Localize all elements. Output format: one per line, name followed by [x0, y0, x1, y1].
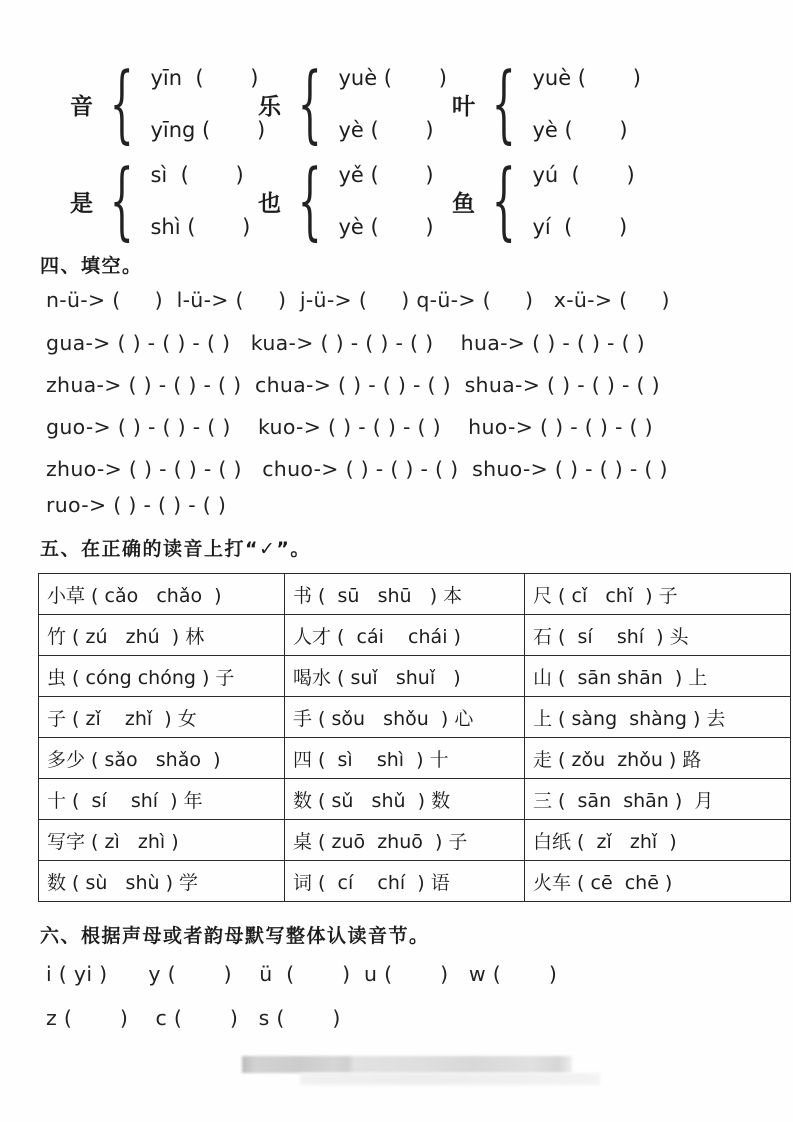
table-cell: 三 ( sān shān ) 月 — [525, 779, 791, 820]
brace-icon: { — [297, 54, 322, 153]
brace-icon: { — [491, 151, 516, 250]
table-cell: 虫 ( cóng chóng ) 子 — [39, 656, 285, 697]
blurred-watermark — [242, 1056, 572, 1073]
pronunciation-group-yin — [70, 54, 266, 153]
table-cell: 小草 ( cǎo chǎo ) — [39, 574, 285, 615]
section5-title: 五、在正确的读音上打“✓”。 — [40, 538, 311, 560]
fill-line-6: ruo-> ( ) - ( ) - ( ) — [46, 493, 227, 517]
brace-icon: { — [109, 151, 134, 250]
table-row — [39, 656, 791, 697]
fill-line-3: zhua-> ( ) - ( ) - ( ) chua-> ( ) - ( ) - ( ) shua-> ( ) - ( ) - ( ) — [46, 373, 660, 397]
pinyin-option-bottom: yè ( ) — [338, 118, 434, 142]
pinyin-option-top: yuè ( ) — [532, 66, 641, 90]
brace-icon: { — [109, 54, 134, 153]
fill-line-2: gua-> ( ) - ( ) - ( ) kua-> ( ) - ( ) - ( ) hua-> ( ) - ( ) - ( ) — [46, 331, 645, 355]
pinyin-option-top: yě ( ) — [338, 163, 434, 187]
pinyin-options — [150, 65, 265, 143]
syllable-line-1: i ( yi ) y ( ) ü ( ) u ( ) w ( ) — [46, 962, 558, 986]
table-cell: 尺 ( cǐ chǐ ) 子 — [525, 574, 791, 615]
table-row — [39, 820, 791, 861]
table-cell: 写字 ( zì zhì ) — [39, 820, 285, 861]
hanzi-character: 音 — [70, 93, 93, 120]
table-cell: 多少 ( sǎo shǎo ) — [39, 738, 285, 779]
table-cell: 竹 ( zú zhú ) 林 — [39, 615, 285, 656]
table-row — [39, 697, 791, 738]
table-cell: 火车 ( cē chē ) — [525, 861, 791, 902]
table-row — [39, 738, 791, 779]
pinyin-option-top: sì ( ) — [150, 163, 244, 187]
pinyin-options — [532, 65, 640, 143]
fill-line-5: zhuo-> ( ) - ( ) - ( ) chuo-> ( ) - ( ) - ( ) shuo-> ( ) - ( ) - ( ) — [46, 457, 668, 481]
table-cell: 子 ( zǐ zhǐ ) 女 — [39, 697, 285, 738]
brace-row-1 — [0, 54, 793, 153]
table-cell: 词 ( cí chí ) 语 — [285, 861, 525, 902]
brace-icon: { — [491, 54, 516, 153]
table-cell: 山 ( sān shān ) 上 — [525, 656, 791, 697]
table-cell: 人才 ( cái chái ) — [285, 615, 525, 656]
hanzi-character: 是 — [70, 190, 93, 217]
table-cell: 四 ( sì shì ) 十 — [285, 738, 525, 779]
brace-row-2 — [0, 151, 793, 250]
pinyin-option-bottom: yīng ( ) — [150, 118, 266, 142]
hanzi-character: 叶 — [452, 93, 475, 120]
table-cell: 手 ( sǒu shǒu ) 心 — [285, 697, 525, 738]
table-row — [39, 779, 791, 820]
table-cell: 书 ( sū shū ) 本 — [285, 574, 525, 615]
table-cell: 数 ( sǔ shǔ ) 数 — [285, 779, 525, 820]
hanzi-character: 鱼 — [452, 190, 475, 217]
brace-icon: { — [297, 151, 322, 250]
table-cell: 桌 ( zuō zhuō ) 子 — [285, 820, 525, 861]
pinyin-options — [150, 162, 250, 240]
pinyin-option-bottom: shì ( ) — [150, 215, 251, 239]
table-cell: 走 ( zǒu zhǒu ) 路 — [525, 738, 791, 779]
table-cell: 白纸 ( zǐ zhǐ ) — [525, 820, 791, 861]
table-cell: 上 ( sàng shàng ) 去 — [525, 697, 791, 738]
pronunciation-table — [38, 573, 791, 902]
table-row — [39, 861, 791, 902]
pronunciation-group-yetoo — [258, 151, 434, 250]
pinyin-options — [532, 162, 634, 240]
pronunciation-group-le — [258, 54, 447, 153]
table-row — [39, 615, 791, 656]
table-row — [39, 574, 791, 615]
syllable-line-2: z ( ) c ( ) s ( ) — [46, 1006, 341, 1030]
table-cell: 喝水 ( suǐ shuǐ ) — [285, 656, 525, 697]
pinyin-option-top: yuè ( ) — [338, 66, 447, 90]
pinyin-option-bottom: yí ( ) — [532, 215, 628, 239]
table-cell: 数 ( sù shù ) 学 — [39, 861, 285, 902]
pinyin-option-top: yú ( ) — [532, 163, 635, 187]
section4-title: 四、填空。 — [40, 255, 143, 277]
pronunciation-group-shi — [70, 151, 251, 250]
hanzi-character: 也 — [258, 190, 281, 217]
pinyin-options — [338, 162, 433, 240]
blurred-watermark-shadow — [300, 1073, 600, 1085]
fill-line-4: guo-> ( ) - ( ) - ( ) kuo-> ( ) - ( ) - ( ) huo-> ( ) - ( ) - ( ) — [46, 415, 653, 439]
pronunciation-group-ye — [452, 54, 641, 153]
pinyin-options — [338, 65, 446, 143]
pinyin-option-top: yīn ( ) — [150, 66, 259, 90]
table-cell: 石 ( sí shí ) 头 — [525, 615, 791, 656]
pinyin-option-bottom: yè ( ) — [532, 118, 628, 142]
fill-line-1: n-ü-> ( ) l-ü-> ( ) j-ü-> ( ) q-ü-> ( ) x-ü-> ( ) — [46, 288, 670, 312]
section6-title: 六、根据声母或者韵母默写整体认读音节。 — [40, 925, 430, 947]
pronunciation-group-yu — [452, 151, 635, 250]
pinyin-option-bottom: yè ( ) — [338, 215, 434, 239]
table-cell: 十 ( sí shí ) 年 — [39, 779, 285, 820]
hanzi-character: 乐 — [258, 93, 281, 120]
